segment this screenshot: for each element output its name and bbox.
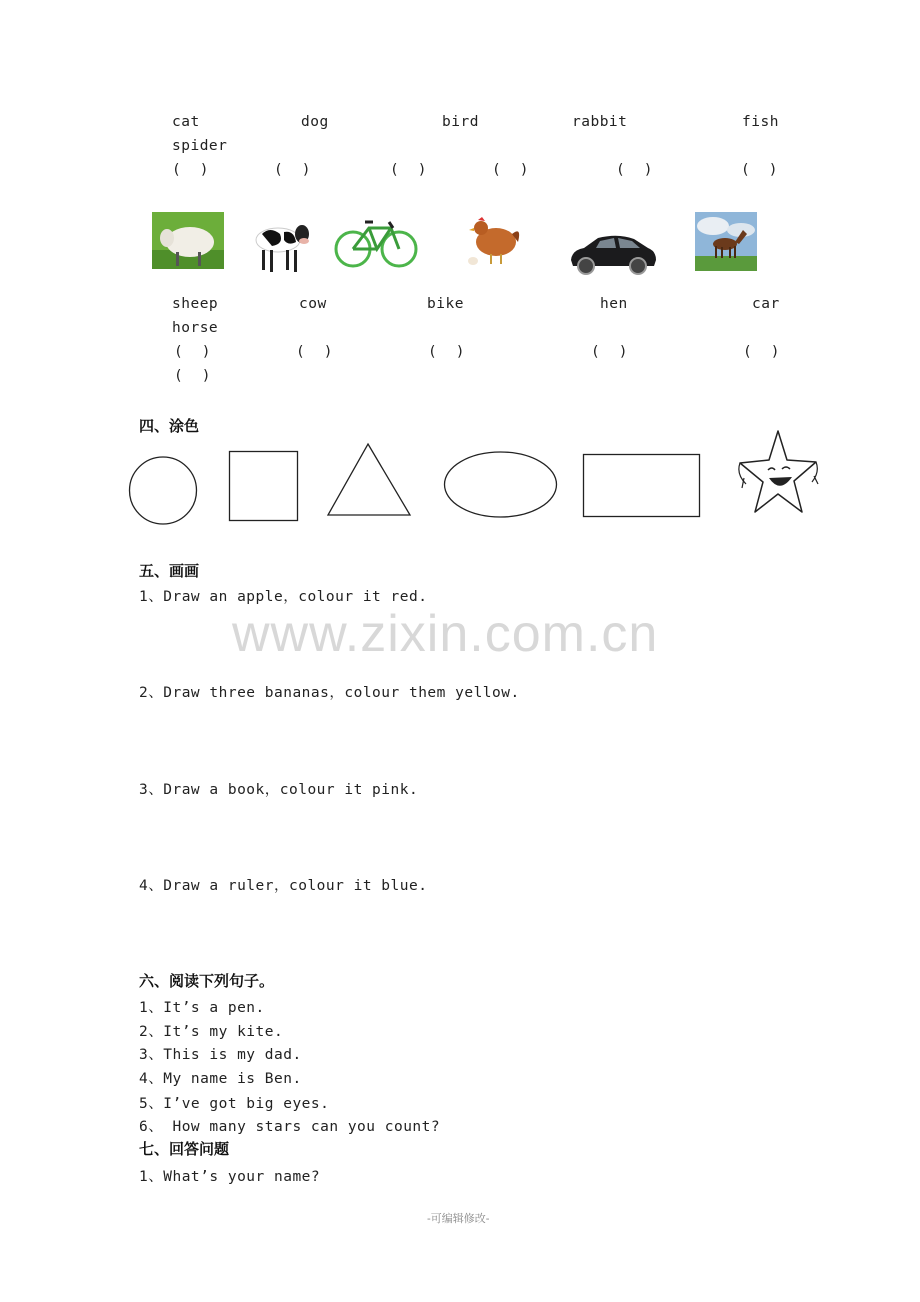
hen-photo — [462, 212, 524, 270]
draw-item-4: 4、Draw a ruler，colour it blue. — [139, 878, 428, 894]
answer-blank: ( ) — [172, 162, 209, 178]
word-bird: bird — [442, 114, 479, 130]
answer-blank: ( ) — [390, 162, 427, 178]
word-horse: horse — [172, 320, 219, 336]
question-1: 1、What’s your name? — [139, 1169, 321, 1185]
word-dog: dog — [301, 114, 329, 130]
answer-blank: ( ) — [428, 344, 465, 360]
answer-blank: ( ) — [174, 368, 211, 384]
word-fish: fish — [742, 114, 779, 130]
rectangle-shape — [582, 453, 702, 519]
horse-photo — [695, 212, 757, 271]
word-cat: cat — [172, 114, 200, 130]
sentence-6: 6、 How many stars can you count? — [139, 1119, 441, 1135]
word-rabbit: rabbit — [572, 114, 628, 130]
section5-heading: 五、画画 — [139, 562, 200, 580]
oval-shape — [442, 450, 560, 520]
section4-heading: 四、涂色 — [139, 417, 200, 435]
circle-shape — [126, 455, 200, 527]
word-cow: cow — [299, 296, 327, 312]
star-icon — [734, 428, 820, 520]
section7-heading: 七、回答问题 — [139, 1140, 230, 1158]
sentence-2: 2、It’s my kite. — [139, 1024, 284, 1040]
word-hen: hen — [600, 296, 628, 312]
answer-blank: ( ) — [174, 344, 211, 360]
bike-photo — [333, 212, 419, 270]
sentence-3: 3、This is my dad. — [139, 1047, 302, 1063]
draw-item-2: 2、Draw three bananas，colour them yellow. — [139, 685, 520, 701]
sentence-4: 4、My name is Ben. — [139, 1071, 302, 1087]
answer-blank: ( ) — [274, 162, 311, 178]
draw-item-1: 1、Draw an apple，colour it red. — [139, 589, 428, 605]
answer-blank: ( ) — [741, 162, 778, 178]
section6-heading: 六、阅读下列句子。 — [139, 972, 275, 990]
watermark: www.zixin.com.cn — [232, 605, 659, 663]
word-bike: bike — [427, 296, 464, 312]
answer-blank: ( ) — [296, 344, 333, 360]
answer-blank: ( ) — [616, 162, 653, 178]
cow-photo — [250, 212, 310, 274]
answer-blank: ( ) — [492, 162, 529, 178]
page-footer: -可编辑修改- — [427, 1212, 490, 1225]
sentence-1: 1、It’s a pen. — [139, 1000, 265, 1016]
sentence-5: 5、I’ve got big eyes. — [139, 1096, 330, 1112]
draw-item-3: 3、Draw a book，colour it pink. — [139, 782, 419, 798]
sheep-photo — [152, 212, 224, 269]
word-sheep: sheep — [172, 296, 219, 312]
answer-blank: ( ) — [591, 344, 628, 360]
triangle-shape — [325, 441, 413, 518]
square-shape — [228, 450, 300, 522]
answer-blank: ( ) — [743, 344, 780, 360]
car-photo — [568, 230, 658, 276]
word-car: car — [752, 296, 780, 312]
word-spider: spider — [172, 138, 228, 154]
